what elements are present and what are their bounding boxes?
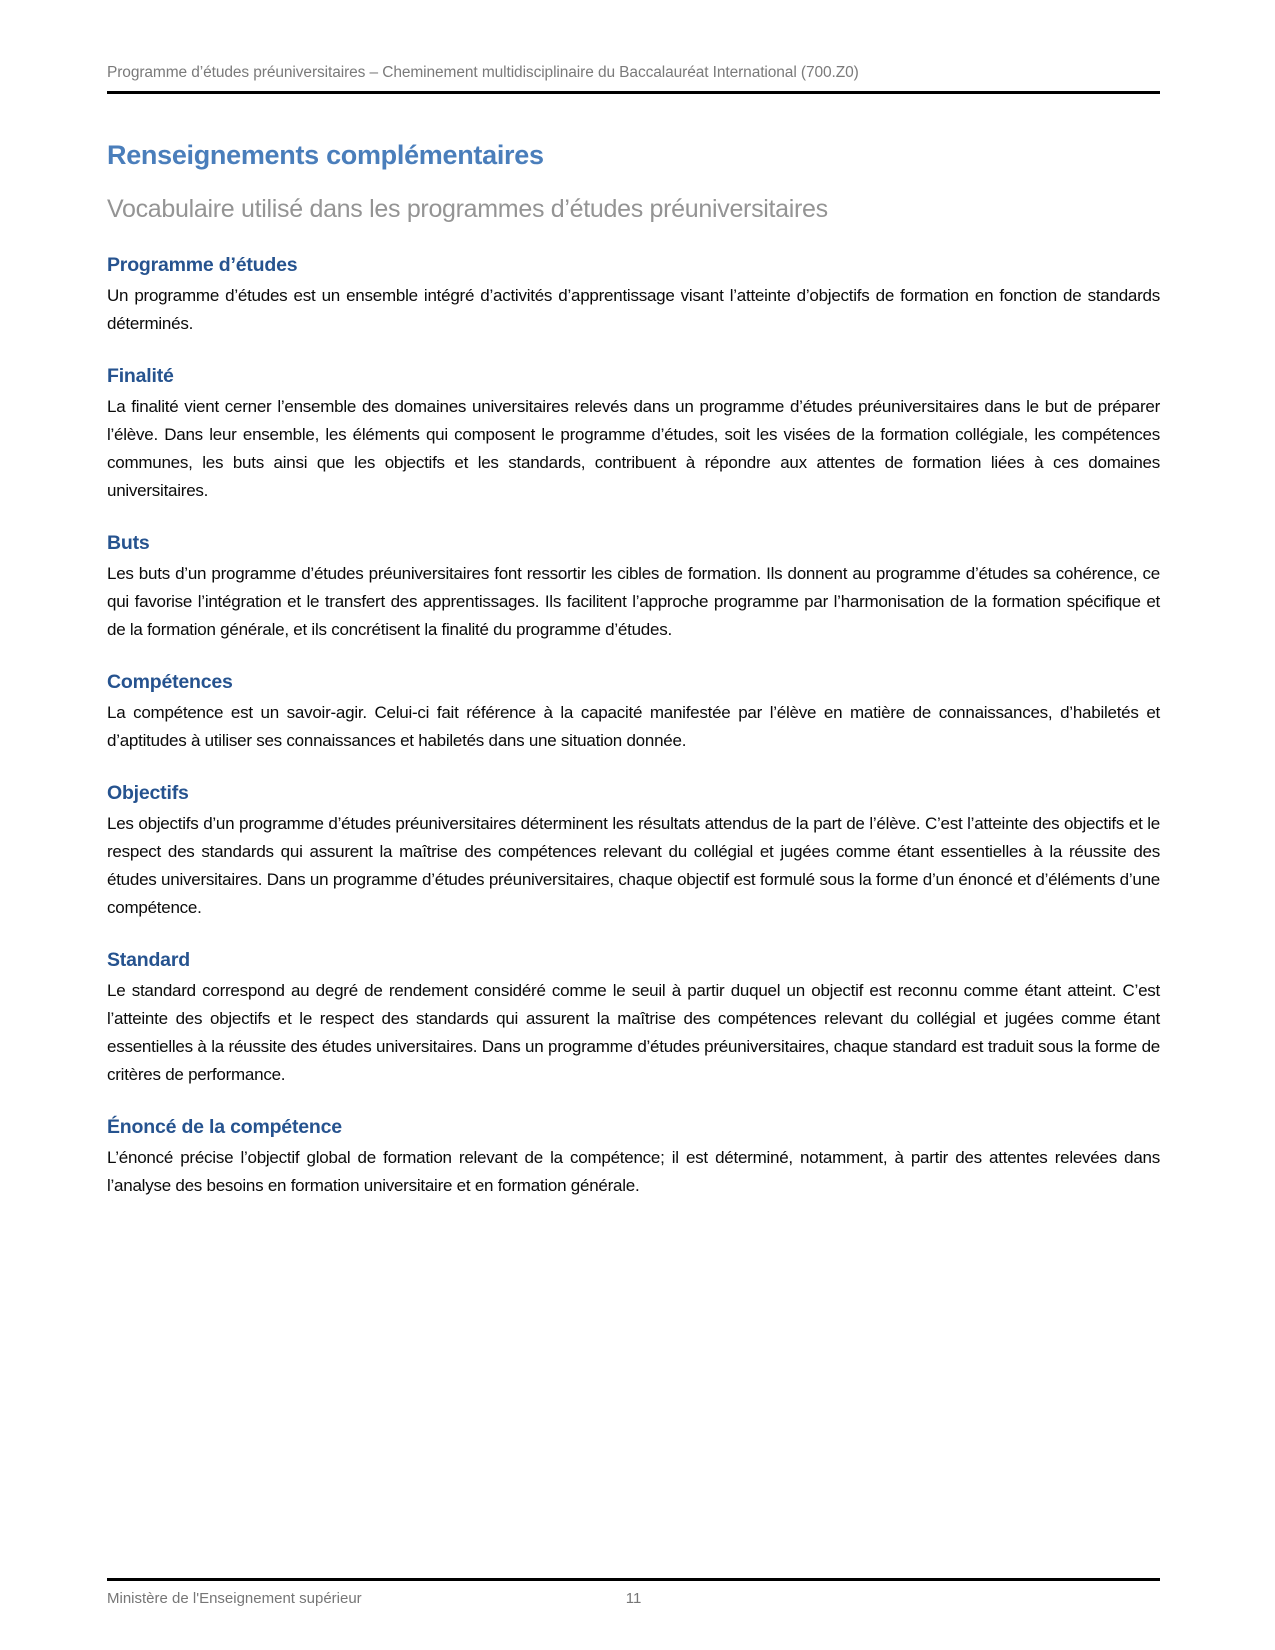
section-body: La compétence est un savoir-agir. Celui-ci fait référence à la capacité manifestée par l’élève en matière de connaissances, d’habiletés et d’aptitudes à utiliser ses connaissances et habiletés dans une situation donnée. [107, 703, 1160, 750]
section-programme-detudes [107, 254, 1160, 338]
page-subtitle: Vocabulaire utilisé dans les programmes d’études préuniversitaires [107, 195, 828, 223]
running-header: Programme d’études préuniversitaires – Cheminement multidisciplinaire du Baccalauréat International (700.Z0) [107, 64, 1160, 94]
section-body: Le standard correspond au degré de rendement considéré comme le seuil à partir duquel un objectif est reconnu comme étant atteint. C’est l’atteinte des objectifs et le respect des standards qui assurent la maîtrise des compétences relevant du collégial et jugées comme étant essentielles à la réussite des études universitaires. Dans un programme d’études préuniversitaires, chaque standard est traduit sous la forme de critères de performance. [107, 981, 1160, 1084]
section-finalite [107, 365, 1160, 505]
page-footer [107, 1578, 1160, 1608]
section-body: Les objectifs d’un programme d’études préuniversitaires déterminent les résultats attendus de la part de l’élève. C’est l’atteinte des objectifs et le respect des standards qui assurent la maîtrise des compétences relevant du collégial et jugées comme étant essentielles à la réussite des études universitaires. Dans un programme d’études préuniversitaires, chaque objectif est formulé sous la forme d’un énoncé et d’éléments d’une compétence. [107, 814, 1160, 917]
section-heading: Compétences [107, 671, 233, 693]
section-heading: Énoncé de la compétence [107, 1116, 342, 1138]
section-body: Les buts d’un programme d’études préuniversitaires font ressortir les cibles de formation. Ils donnent au programme d’études sa cohérence, ce qui favorise l’intégration et le transfert des apprentissages. Ils facilitent l’approche programme par l’harmonisation de la formation spécifique et de la formation générale, et ils concrétisent la finalité du programme d’études. [107, 564, 1160, 639]
section-body: L’énoncé précise l’objectif global de formation relevant de la compétence; il est déterminé, notamment, à partir des attentes relevées dans l’analyse des besoins en formation universitaire et en formation générale. [107, 1148, 1160, 1195]
section-competences [107, 671, 1160, 755]
section-heading: Buts [107, 532, 150, 554]
section-heading: Objectifs [107, 782, 189, 804]
section-heading: Standard [107, 949, 190, 971]
section-buts [107, 532, 1160, 644]
section-objectifs [107, 782, 1160, 922]
footer-ministry: Ministère de l'Enseignement supérieur [107, 1590, 362, 1607]
section-heading: Programme d’études [107, 254, 298, 276]
section-enonce-de-la-competence [107, 1116, 1160, 1200]
page-title: Renseignements complémentaires [107, 140, 544, 170]
section-body: Un programme d’études est un ensemble intégré d’activités d’apprentissage visant l’atteinte d’objectifs de formation en fonction de standards déterminés. [107, 286, 1160, 333]
section-body: La finalité vient cerner l’ensemble des domaines universitaires relevés dans un programme d’études préuniversitaires dans le but de préparer l’élève. Dans leur ensemble, les éléments qui composent le programme d’études, soit les visées de la formation collégiale, les compétences communes, les buts ainsi que les objectifs et les standards, contribuent à répondre aux attentes de formation liées à ces domaines universitaires. [107, 397, 1160, 500]
section-standard [107, 949, 1160, 1089]
footer-page-number: 11 [625, 1590, 642, 1607]
section-heading: Finalité [107, 365, 174, 387]
